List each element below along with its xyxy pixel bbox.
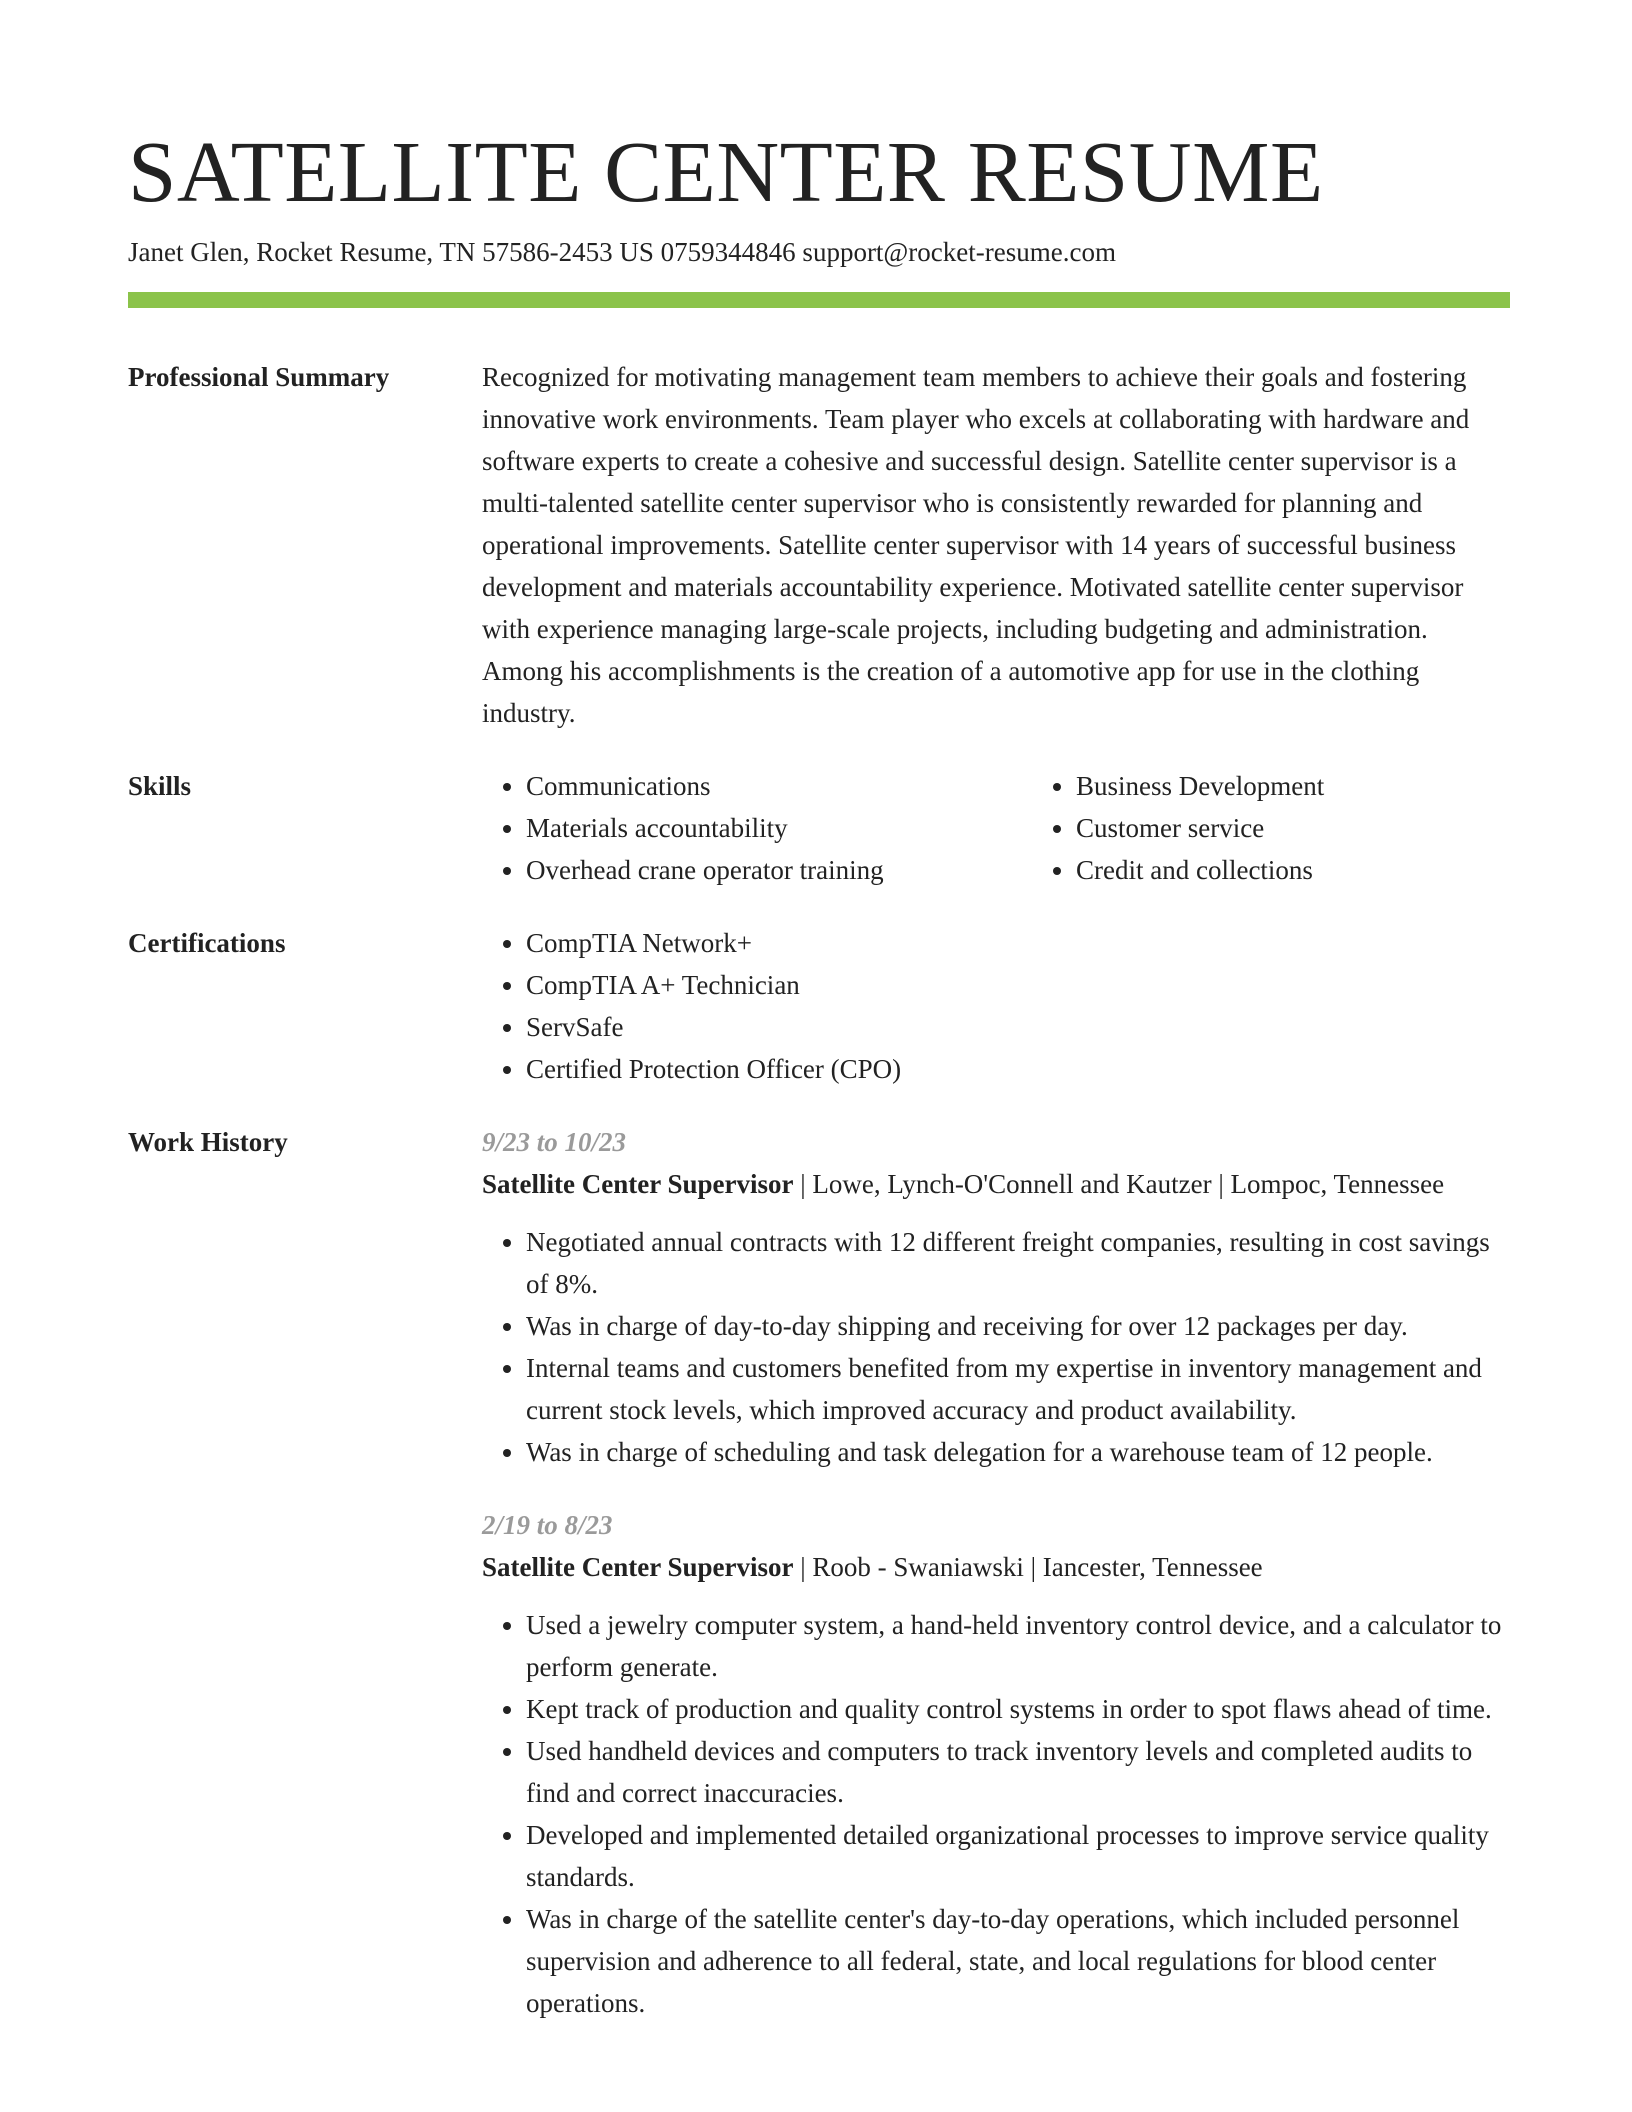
- certifications-section: [128, 922, 1510, 1090]
- job-bullets: [482, 1604, 1510, 2024]
- job-bullet: • Developed and implemented detailed organizational processes to improve service quality standards.: [526, 1814, 1510, 1898]
- skill-item: • Communications: [526, 765, 1032, 807]
- job-details: | Lowe, Lynch-O'Connell and Kautzer | Lompoc, Tennessee: [793, 1169, 1445, 1199]
- job-heading: [482, 1546, 1510, 1588]
- job-details: | Roob - Swaniawski | Iancester, Tennessee: [793, 1552, 1263, 1582]
- job-title: Satellite Center Supervisor: [482, 1552, 794, 1582]
- certification-item: • ServSafe: [526, 1006, 1510, 1048]
- certification-item: • Certified Protection Officer (CPO): [526, 1048, 1510, 1090]
- job-bullet: • Kept track of production and quality control systems in order to spot flaws ahead of time.: [526, 1688, 1510, 1730]
- skills-list-right: [1032, 765, 1582, 891]
- resume-title: SATELLITE CENTER RESUME: [128, 123, 1324, 220]
- job-bullet: • Was in charge of the satellite center's day-to-day operations, which included personnel supervision and adherence to all federal, state, and local regulations for blood center operations.: [526, 1898, 1510, 2024]
- job-bullet: • Was in charge of scheduling and task delegation for a warehouse team of 12 people.: [526, 1431, 1510, 1473]
- skills-section: [128, 765, 1510, 891]
- summary-label: Professional Summary: [128, 362, 390, 392]
- skill-item: • Materials accountability: [526, 807, 1032, 849]
- certifications-list: [482, 922, 1510, 1090]
- certification-item: • CompTIA A+ Technician: [526, 964, 1510, 1006]
- work-history-label: Work History: [128, 1127, 288, 1157]
- header-divider: [128, 292, 1510, 308]
- job-bullet: • Used a jewelry computer system, a hand-held inventory control device, and a calculator to perform generate.: [526, 1604, 1510, 1688]
- job-bullets: [482, 1221, 1510, 1473]
- certifications-label: Certifications: [128, 928, 286, 958]
- summary-text: Recognized for motivating management team members to achieve their goals and fostering innovative work environments. Team player who excels at collaborating with hardware and software experts to create a cohesive and successful design. Satellite center supervisor is a multi-talented satellite center supervisor who is consistently rewarded for planning and operational improvements. Satellite center supervisor with 14 years of successful business development and materials accountability experience. Motivated satellite center supervisor with experience managing large-scale projects, including budgeting and administration. Among his accomplishments is the creation of a automotive app for use in the clothing industry.: [482, 362, 1470, 728]
- job-dates: 9/23 to 10/23: [482, 1127, 627, 1157]
- job-bullet: • Negotiated annual contracts with 12 different freight companies, resulting in cost savings of 8%.: [526, 1221, 1510, 1305]
- skills-list-left: [482, 765, 1032, 891]
- job-heading: [482, 1163, 1510, 1205]
- work-history-section: [128, 1121, 1510, 2024]
- job-bullet: • Internal teams and customers benefited from my expertise in inventory management and current stock levels, which improved accuracy and product availability.: [526, 1347, 1510, 1431]
- skill-item: • Customer service: [1076, 807, 1582, 849]
- skills-label: Skills: [128, 771, 192, 801]
- skill-item: • Credit and collections: [1076, 849, 1582, 891]
- job-bullet: • Used handheld devices and computers to track inventory levels and completed audits to find and correct inaccuracies.: [526, 1730, 1510, 1814]
- skill-item: • Business Development: [1076, 765, 1582, 807]
- job-title: Satellite Center Supervisor: [482, 1169, 794, 1199]
- certification-item: • CompTIA Network+: [526, 922, 1510, 964]
- job-bullet: • Was in charge of day-to-day shipping and receiving for over 12 packages per day.: [526, 1305, 1510, 1347]
- job-entry: [482, 1504, 1510, 2024]
- contact-line: Janet Glen, Rocket Resume, TN 57586-2453 US 0759344846 support@rocket-resume.com: [128, 237, 1116, 267]
- resume-page: [128, 118, 1510, 2024]
- summary-section: [128, 356, 1510, 734]
- job-entry: [482, 1121, 1510, 1473]
- skill-item: • Overhead crane operator training: [526, 849, 1032, 891]
- job-dates: 2/19 to 8/23: [482, 1510, 613, 1540]
